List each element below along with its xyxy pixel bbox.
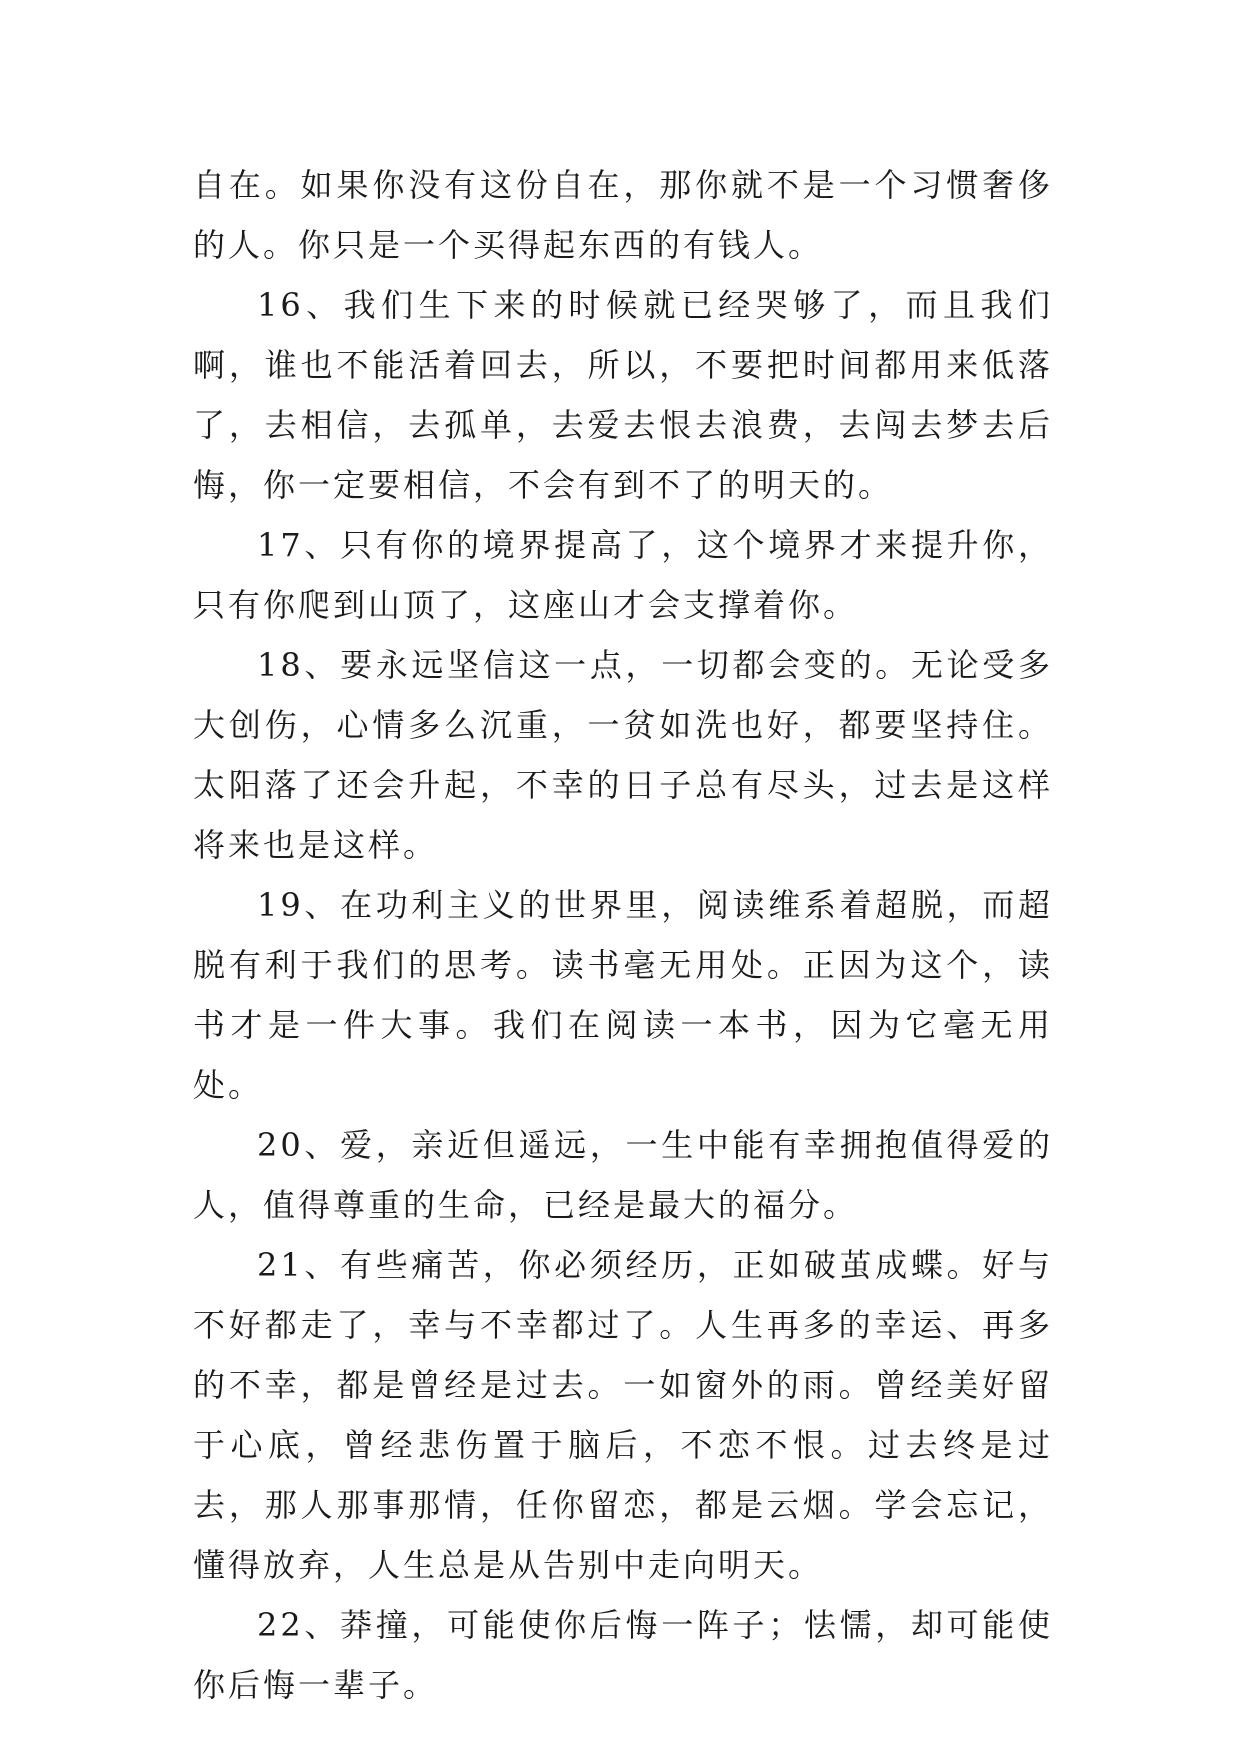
paragraph-19: 19、在功利主义的世界里，阅读维系着超脱，而超脱有利于我们的思考。读书毫无用处。正因为这个，读书才是一件大事。我们在阅读一本书，因为它毫无用处。 [193,886,1053,1104]
paragraph-21: 21、有些痛苦，你必须经历，正如破茧成蝶。好与不好都走了，幸与不幸都过了。人生再多的幸运、再多的不幸，都是曾经是过去。一如窗外的雨。曾经美好留于心底，曾经悲伤置于脑后，不恋不恨。过去终是过去，那人那事那情，任你留恋，都是云烟。学会忘记，懂得放弃，人生总是从告别中走向明天。 [193,1246,1053,1584]
document-body [193,155,1053,1715]
paragraph-17: 17、只有你的境界提高了，这个境界才来提升你，只有你爬到山顶了，这座山才会支撑着你。 [193,526,1053,624]
paragraph-22: 22、莽撞，可能使你后悔一阵子；怯懦，却可能使你后悔一辈子。 [193,1606,1053,1704]
paragraph-18: 18、要永远坚信这一点，一切都会变的。无论受多大创伤，心情多么沉重，一贫如洗也好，都要坚持住。太阳落了还会升起，不幸的日子总有尽头，过去是这样将来也是这样。 [193,646,1053,864]
paragraph-16: 16、我们生下来的时候就已经哭够了，而且我们啊，谁也不能活着回去，所以，不要把时间都用来低落了，去相信，去孤单，去爱去恨去浪费，去闯去梦去后悔，你一定要相信，不会有到不了的明天的。 [193,286,1053,504]
paragraph-20: 20、爱，亲近但遥远，一生中能有幸拥抱值得爱的人，值得尊重的生命，已经是最大的福分。 [193,1126,1053,1224]
paragraph-continuation: 自在。如果你没有这份自在，那你就不是一个习惯奢侈的人。你只是一个买得起东西的有钱人。 [193,166,1053,264]
